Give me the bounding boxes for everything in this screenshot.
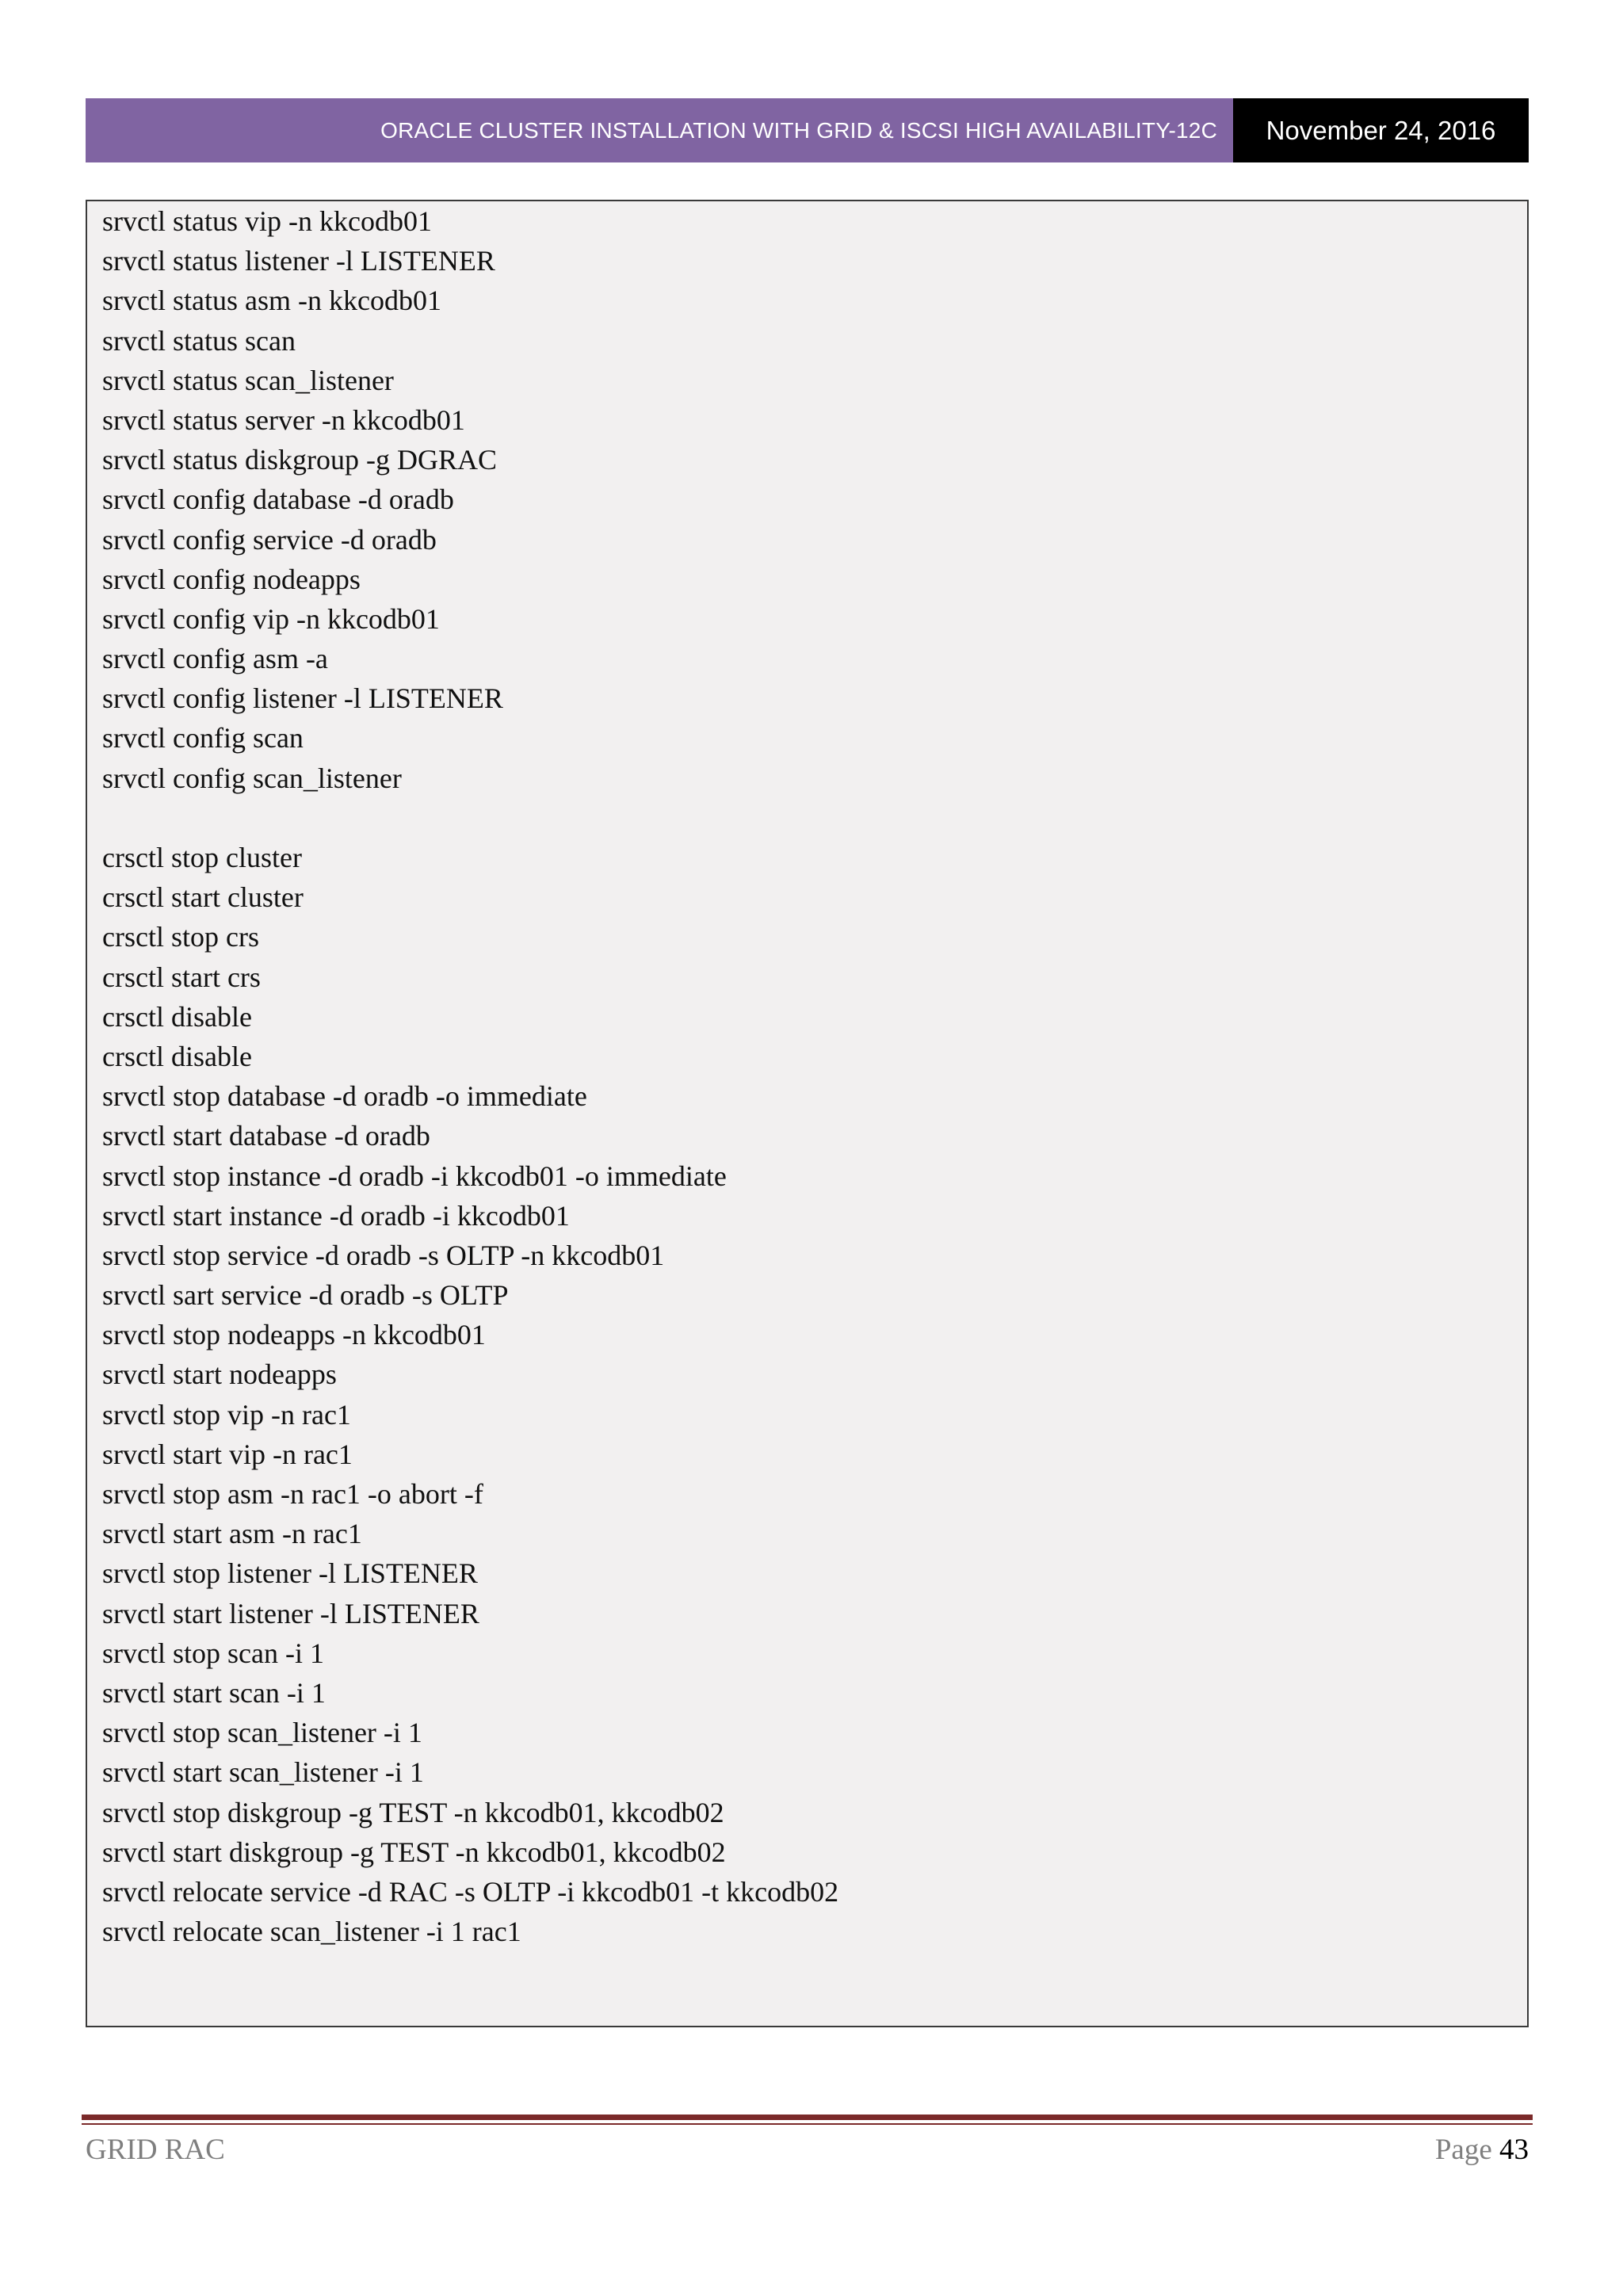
code-block <box>86 200 1529 2027</box>
code-line: srvctl start scan -i 1 <box>102 1676 326 1709</box>
code-line: srvctl relocate scan_listener -i 1 rac1 <box>102 1916 521 1948</box>
code-line: crsctl stop crs <box>102 921 259 953</box>
code-line: srvctl config listener -l LISTENER <box>102 682 503 715</box>
footer-page-label: Page <box>1434 2134 1492 2166</box>
code-line: srvctl status scan <box>102 324 296 357</box>
code-lines <box>102 201 838 1951</box>
code-line: srvctl config database -d oradb <box>102 483 454 516</box>
code-line: crsctl start crs <box>102 961 261 993</box>
code-line: srvctl stop listener -l LISTENER <box>102 1557 478 1590</box>
code-line: srvctl start asm -n rac1 <box>102 1518 362 1550</box>
code-line: srvctl config asm -a <box>102 643 328 675</box>
code-line-blank <box>102 798 838 838</box>
footer-title: GRID RAC <box>86 2134 225 2166</box>
code-line: crsctl start cluster <box>102 881 304 914</box>
code-line: crsctl stop cluster <box>102 842 302 873</box>
code-line: srvctl status server -n kkcodb01 <box>102 403 465 436</box>
code-line: srvctl status scan_listener <box>102 364 394 396</box>
code-line: srvctl config service -d oradb <box>102 523 437 556</box>
code-line: crsctl disable <box>102 1000 252 1033</box>
footer-page <box>1435 2130 1529 2170</box>
code-line: srvctl status listener -l LISTENER <box>102 245 495 277</box>
code-line: srvctl stop nodeapps -n kkcodb01 <box>102 1319 486 1351</box>
code-line: srvctl config scan <box>102 722 304 755</box>
code-line: srvctl stop database -d oradb -o immediate <box>102 1080 587 1113</box>
code-line: srvctl config scan_listener <box>102 762 402 794</box>
footer-page-number: 43 <box>1499 2134 1529 2166</box>
code-line: srvctl status vip -n kkcodb01 <box>102 205 432 237</box>
code-line: srvctl start nodeapps <box>102 1358 337 1391</box>
code-line: srvctl start diskgroup -g TEST -n kkcodb01, kkcodb02 <box>102 1836 726 1868</box>
code-line: srvctl sart service -d oradb -s OLTP <box>102 1279 509 1312</box>
code-line: srvctl stop service -d oradb -s OLTP -n kkcodb01 <box>102 1239 665 1271</box>
footer-rule-thin <box>82 2123 1533 2125</box>
code-line: srvctl stop asm -n rac1 -o abort -f <box>102 1478 483 1510</box>
code-line: srvctl stop vip -n rac1 <box>102 1398 351 1431</box>
code-line: crsctl disable <box>102 1040 252 1072</box>
header-date: November 24, 2016 <box>1233 98 1529 162</box>
code-line: srvctl start instance -d oradb -i kkcodb01 <box>102 1199 570 1232</box>
code-line: srvctl status asm -n kkcodb01 <box>102 285 441 317</box>
code-line: srvctl stop scan -i 1 <box>102 1637 324 1669</box>
code-line: srvctl start vip -n rac1 <box>102 1438 353 1470</box>
code-line: srvctl stop diskgroup -g TEST -n kkcodb01, kkcodb02 <box>102 1796 724 1828</box>
code-line: srvctl config nodeapps <box>102 563 361 595</box>
code-line: srvctl start scan_listener -i 1 <box>102 1756 424 1789</box>
code-line: srvctl status diskgroup -g DGRAC <box>102 444 497 476</box>
code-line: srvctl config vip -n kkcodb01 <box>102 602 440 635</box>
code-line: srvctl start database -d oradb <box>102 1120 430 1152</box>
code-line: srvctl stop instance -d oradb -i kkcodb01 -o immediate <box>102 1159 727 1192</box>
header-title: ORACLE CLUSTER INSTALLATION WITH GRID & ISCSI HIGH AVAILABILITY-12C <box>86 98 1233 162</box>
footer-rule <box>82 2115 1533 2120</box>
code-line: srvctl stop scan_listener -i 1 <box>102 1717 422 1749</box>
code-line: srvctl start listener -l LISTENER <box>102 1597 479 1629</box>
code-line: srvctl relocate service -d RAC -s OLTP -i kkcodb01 -t kkcodb02 <box>102 1875 839 1908</box>
